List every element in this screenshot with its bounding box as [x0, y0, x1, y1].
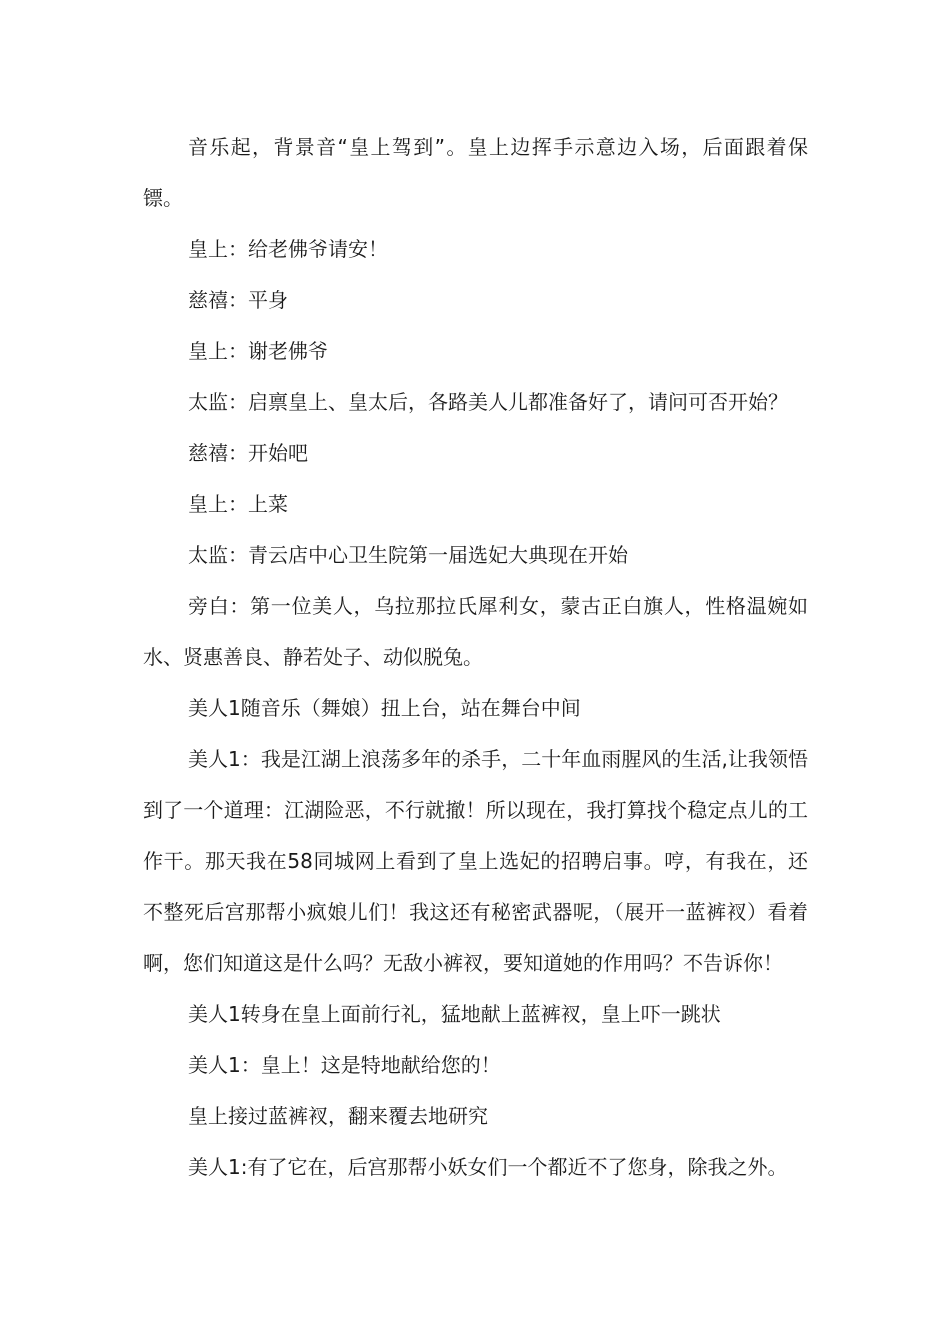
paragraph-dialogue: 太监：青云店中心卫生院第一届选妃大典现在开始: [188, 543, 628, 567]
paragraph-dialogue: 皇上：上菜: [188, 492, 288, 516]
paragraph-dialogue: 美人1：皇上！这是特地献给您的！: [188, 1053, 501, 1077]
paragraph-monologue: 美人1：我是江湖上浪荡多年的杀手，二十年血雨腥风的生活,让我领悟到了一个道理：江湖险恶，不行就撤！所以现在，我打算找个稳定点儿的工作干。那天我在58同城网上看到了皇上选妃的招聘启事。哼，有我在，还不整死后宫那帮小疯娘儿们！我这还有秘密武器呢，（展开一蓝裤衩）看着啊，您们知道这是什么吗？无敌小裤衩，要知道她的作用吗？不告诉你！: [143, 747, 808, 975]
paragraph-dialogue: 皇上：谢老佛爷: [188, 339, 328, 363]
paragraph-dialogue: 美人1:有了它在，后宫那帮小妖女们一个都近不了您身，除我之外。: [188, 1155, 788, 1179]
paragraph-stage-direction: 美人1随音乐（舞娘）扭上台，站在舞台中间: [188, 696, 581, 720]
paragraph-narration: 旁白：第一位美人，乌拉那拉氏犀利女，蒙古正白旗人，性格温婉如水、贤惠善良、静若处子、动似脱兔。: [143, 594, 808, 669]
paragraph-stage-direction: 美人1转身在皇上面前行礼，猛地献上蓝裤衩，皇上吓一跳状: [188, 1002, 721, 1026]
script-body: [143, 122, 808, 1193]
paragraph-dialogue: 太监：启禀皇上、皇太后，各路美人儿都准备好了，请问可否开始？: [188, 390, 788, 414]
paragraph-dialogue: 皇上：给老佛爷请安！: [188, 237, 388, 261]
paragraph-dialogue: 慈禧：平身: [188, 288, 288, 312]
paragraph-stage-direction: 皇上接过蓝裤衩，翻来覆去地研究: [188, 1104, 488, 1128]
paragraph-dialogue: 慈禧：开始吧: [188, 441, 308, 465]
paragraph-stage-direction: 音乐起，背景音“皇上驾到”。皇上边挥手示意边入场，后面跟着保镖。: [143, 135, 808, 210]
